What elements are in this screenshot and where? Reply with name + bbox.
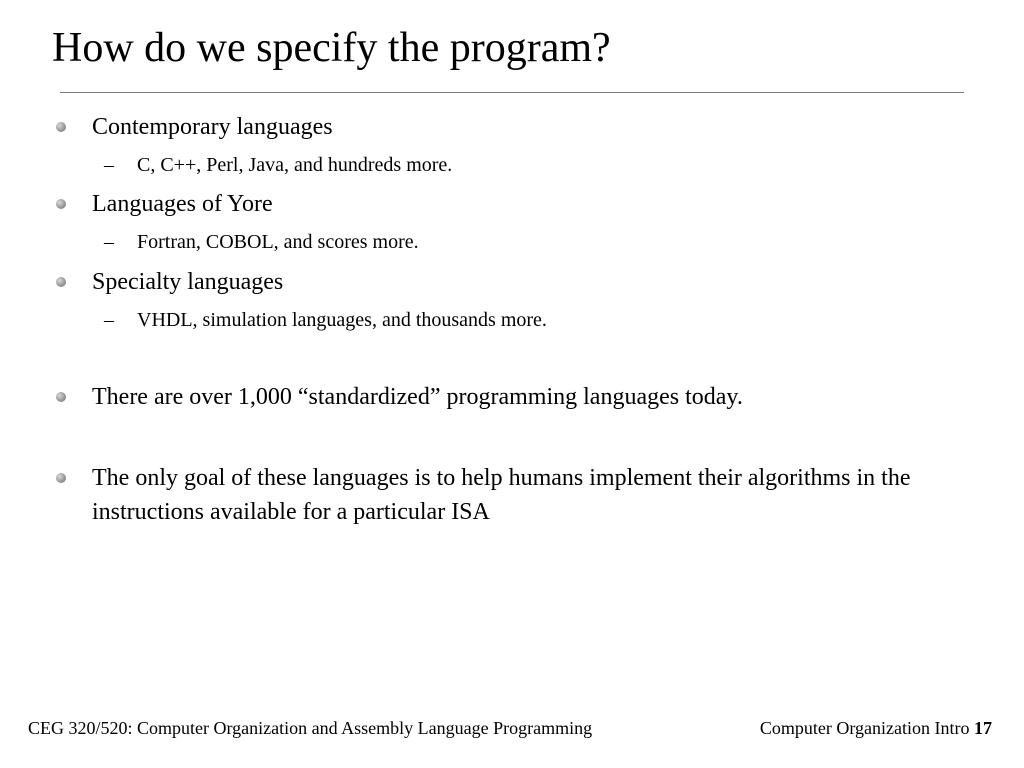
bullet-item: [92, 461, 932, 529]
bullet-text: Languages of Yore: [92, 191, 273, 217]
footer-right: [760, 716, 992, 740]
slide-title: How do we specify the program?: [52, 25, 611, 71]
dash-icon: –: [104, 231, 114, 253]
bullet-dot-icon: [56, 122, 66, 132]
dash-icon: –: [104, 309, 114, 331]
dash-icon: –: [104, 154, 114, 176]
sub-bullet-text: VHDL, simulation languages, and thousands more.: [137, 309, 547, 331]
bullet-item: [92, 187, 932, 221]
bullet-item: [92, 110, 932, 144]
bullet-dot-icon: [56, 473, 66, 483]
bullet-dot-icon: [56, 392, 66, 402]
bullet-text: There are over 1,000 “standardized” programming languages today.: [92, 384, 743, 410]
bullet-text: The only goal of these languages is to help humans implement their algorithms in the instructions available for a particular ISA: [92, 465, 911, 525]
bullet-dot-icon: [56, 277, 66, 287]
sub-bullet-item: [104, 151, 937, 179]
page-number: 17: [974, 718, 992, 738]
title-divider: [60, 92, 964, 93]
sub-bullet-text: Fortran, COBOL, and scores more.: [137, 231, 419, 253]
bullet-text: Specialty languages: [92, 269, 284, 295]
footer-course: CEG 320/520: Computer Organization and Assembly Language Programming: [28, 718, 593, 738]
bullet-text: Contemporary languages: [92, 114, 333, 140]
footer-section: Computer Organization Intro: [759, 718, 970, 738]
bullet-item: [92, 265, 932, 299]
bullet-item: [92, 380, 932, 414]
sub-bullet-item: [104, 306, 937, 334]
sub-bullet-text: C, C++, Perl, Java, and hundreds more.: [137, 154, 453, 176]
sub-bullet-item: [104, 228, 937, 256]
bullet-dot-icon: [56, 199, 66, 209]
